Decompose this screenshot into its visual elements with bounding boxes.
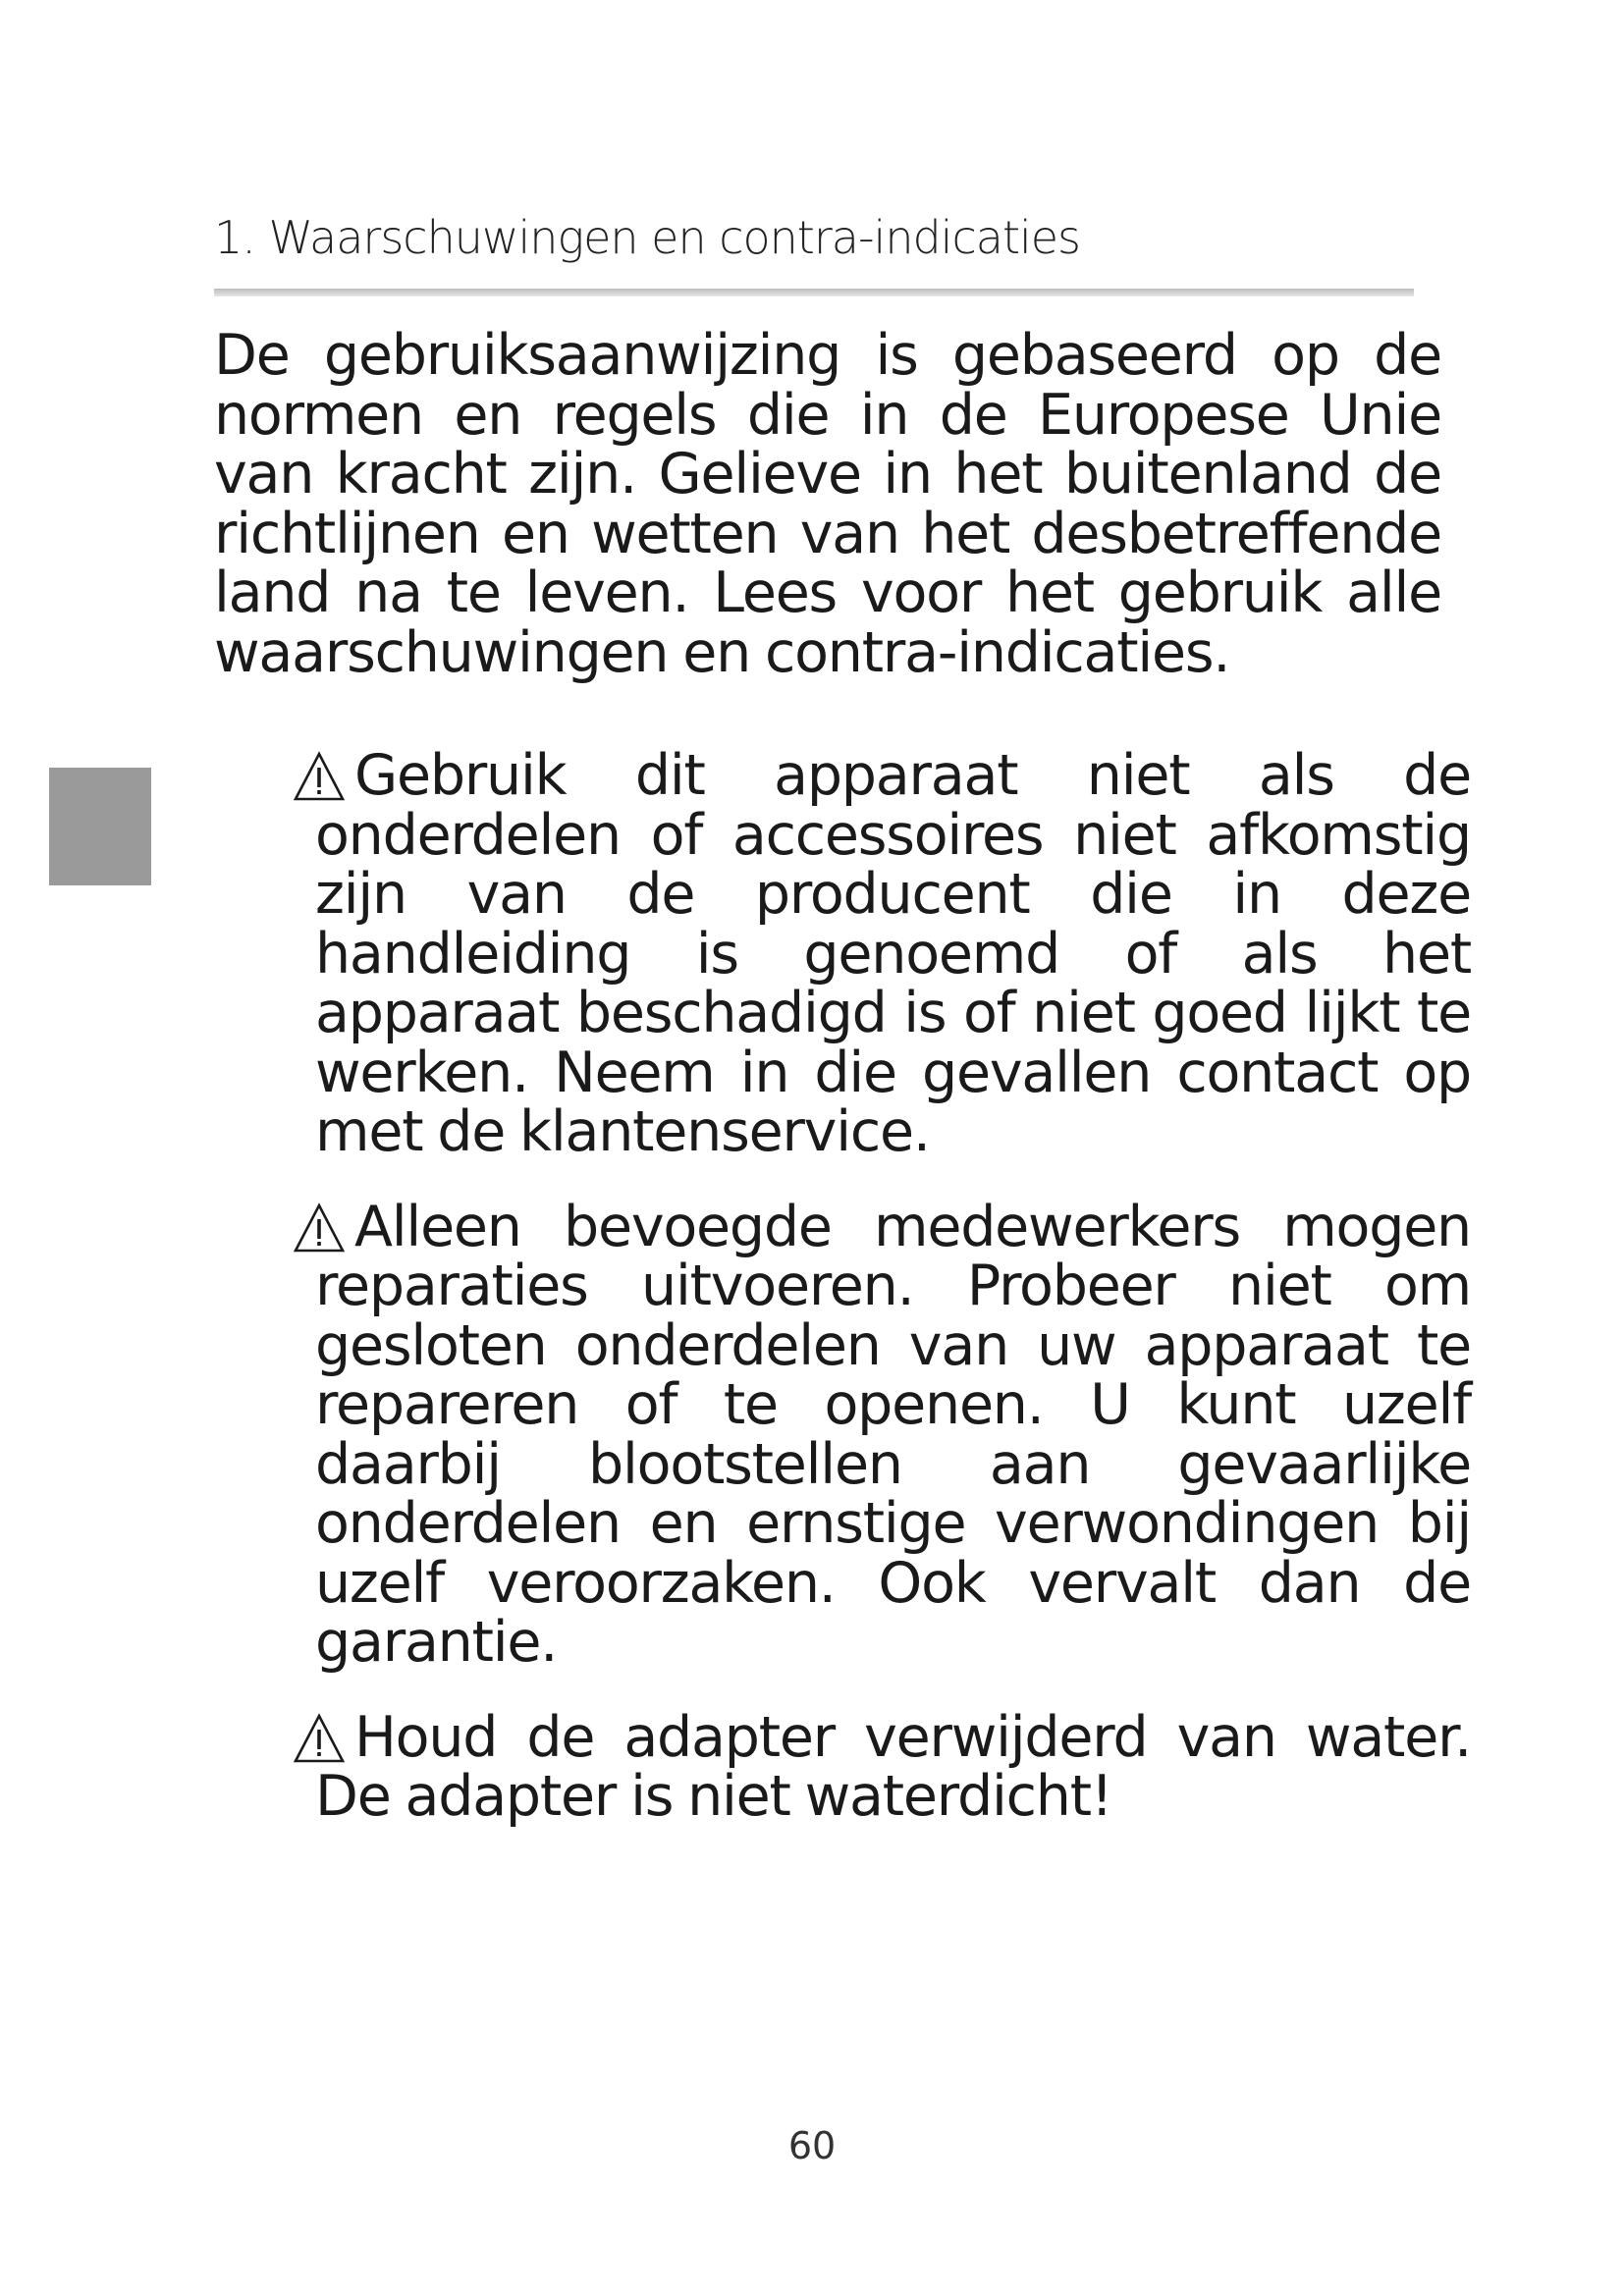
warning-item (293, 1704, 1471, 1829)
warnings-list (293, 743, 1471, 1829)
warning-triangle-icon (293, 1201, 346, 1255)
warning-triangle-icon (293, 750, 346, 803)
warning-text: Gebruik dit apparaat niet als de onderdelen of accessoires niet afkomstig zijn van de producent die in deze handleiding is genoemd of als het apparaat beschadigd is of niet goed lijkt te werken. Neem in die gevallen contact op met de klantenservice. (315, 743, 1471, 1164)
header-divider (214, 289, 1414, 296)
intro-paragraph: De gebruiksaanwijzing is gebaseerd op de normen en regels die in de Europese Unie van kracht zijn. Gelieve in het buitenland de richtlijnen en wetten van het desbetreffende land na te leven. Lees voor het gebruik alle waarschuwingen en contra-indicaties. (214, 323, 1441, 685)
chapter-tab-marker (49, 768, 151, 885)
warning-text: Houd de adapter verwijderd van water. De adapter is niet waterdicht! (315, 1704, 1471, 1829)
warning-text: Alleen bevoegde medewerkers mogen reparaties uitvoeren. Probeer niet om gesloten onderdelen van uw apparaat te repareren of te openen. U kunt uzelf daarbij blootstellen aan gevaarlijke onderdelen en ernstige verwondingen bij uzelf veroorzaken. Ook vervalt dan de garantie. (315, 1194, 1471, 1675)
section-header (214, 208, 1414, 296)
section-title: 1. Waarschuwingen en contra-indicaties (214, 211, 1081, 264)
warning-item (293, 1194, 1471, 1675)
warning-triangle-icon (293, 1712, 346, 1765)
warning-item (293, 743, 1471, 1164)
page-number: 60 (787, 2124, 837, 2167)
